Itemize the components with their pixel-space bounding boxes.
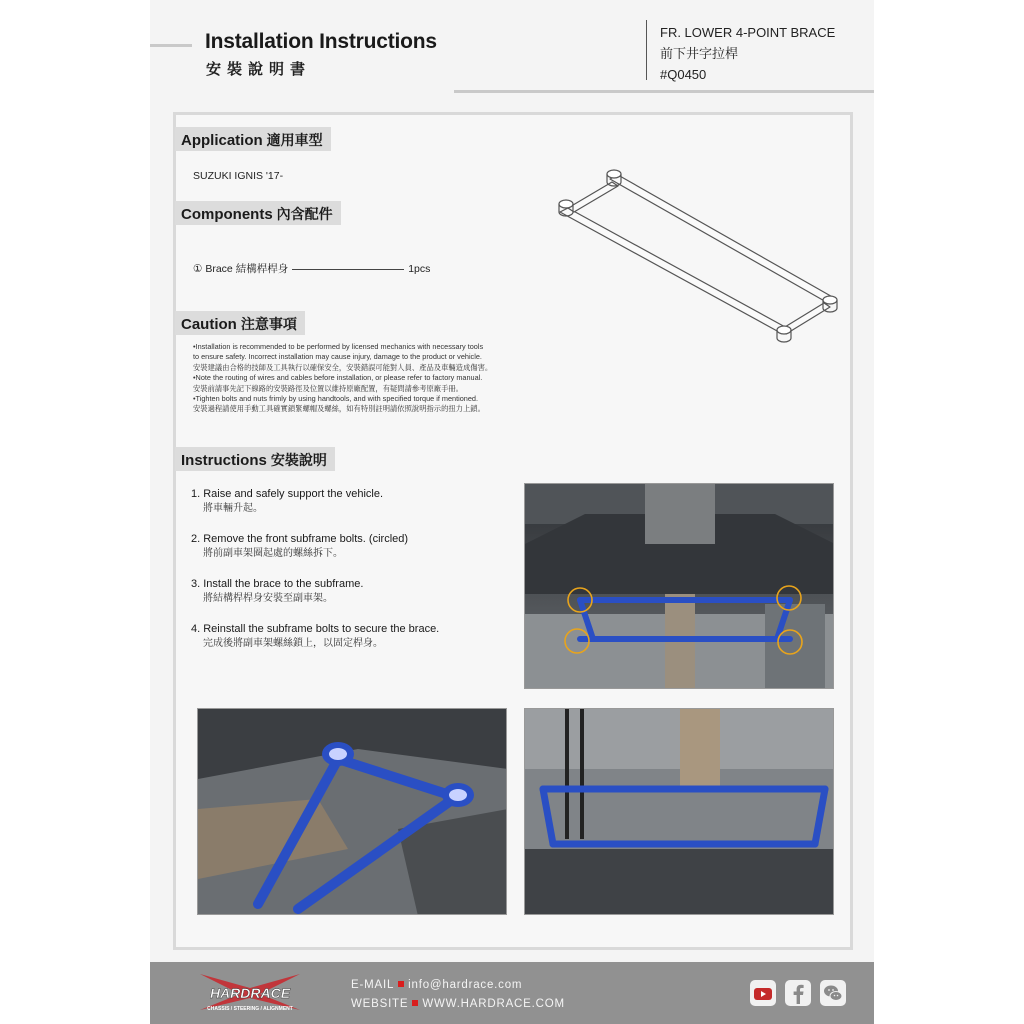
components-label: Components	[181, 206, 273, 223]
instruction-step	[191, 487, 511, 516]
email-label: E-MAIL	[351, 979, 395, 991]
caution-line: 安裝前請事先記下線路的安裝路徑及位置以維持原廠配置，有疑問請參考原廠手冊。	[193, 383, 463, 393]
caution-line: to ensure safety. Incorrect installation may cause injury, damage to the product or vehicle.	[193, 352, 482, 362]
photo-brace-overview	[524, 708, 834, 915]
website-link[interactable]: WWW.HARDRACE.COM	[422, 998, 565, 1010]
page-title: Installation Instructions	[205, 30, 437, 53]
email-link[interactable]: info@hardrace.com	[408, 979, 523, 991]
header-rule-right	[454, 90, 874, 93]
caution-line: 安裝建議由合格的技師及工具執行以確保安全，安裝錯誤可能對人員、產品及車輛造成傷害。	[193, 362, 493, 372]
youtube-icon[interactable]	[750, 980, 776, 1006]
caution-heading	[175, 311, 305, 335]
components-heading	[175, 201, 341, 225]
caution-line: •Installation is recommended to be performed by licensed mechanics with necessary tools	[193, 342, 484, 351]
step-text-zh: 將車輛升起。	[203, 503, 263, 514]
website-label: WEBSITE	[351, 998, 409, 1010]
caution-label-zh: 注意事項	[240, 317, 297, 333]
caution-line: •Tighten bolts and nuts frimly by using handtools, and with specified torque if mentioned.	[193, 394, 478, 404]
caution-label: Caution	[181, 316, 237, 333]
wechat-icon-graphic	[820, 980, 846, 1006]
logo-wordmark: HARDRACE	[209, 985, 291, 1001]
header-divider	[646, 20, 647, 80]
caution-line: 安裝過程請使用手動工具確實鎖緊螺帽及螺絲，如有特別註明請依照說明指示的扭力上鎖。	[193, 404, 485, 414]
hardrace-logo[interactable]	[180, 970, 320, 1014]
logo-tagline: CHASSIS / STEERING / ALIGNMENT	[207, 1006, 293, 1012]
photo-subframe-installed-graphic	[525, 484, 834, 689]
photo-brace-closeup	[197, 708, 507, 915]
component-index: ①	[193, 263, 203, 275]
application-heading	[175, 127, 331, 151]
product-name-en: FR. LOWER 4-POINT BRACE	[660, 25, 836, 40]
step-text-en: 3. Install the brace to the subframe.	[191, 578, 364, 590]
facebook-icon-graphic	[785, 980, 811, 1006]
photo-brace-closeup-graphic	[198, 709, 507, 915]
step-text-en: 1. Raise and safely support the vehicle.	[191, 488, 384, 500]
step-text-zh: 將前副車架圈起處的螺絲拆下。	[203, 548, 343, 559]
application-label-zh: 適用車型	[266, 133, 323, 149]
step-text-en: 4. Reinstall the subframe bolts to secure the brace.	[191, 623, 440, 635]
component-name: Brace 結構桿桿身	[205, 263, 289, 275]
instructions-label-zh: 安裝說明	[270, 453, 327, 469]
instruction-step	[191, 622, 511, 651]
bullet-icon	[398, 981, 404, 987]
vehicle-model: SUZUKI IGNIS '17-	[193, 170, 284, 182]
components-label-zh: 內含配件	[276, 207, 333, 223]
application-label: Application	[181, 132, 263, 149]
instructions-label: Instructions	[181, 452, 267, 469]
email-row	[351, 976, 565, 995]
bullet-icon	[412, 1000, 418, 1006]
instruction-steps	[191, 487, 511, 667]
website-row	[351, 995, 565, 1014]
instruction-step	[191, 532, 511, 561]
page-subtitle: 安裝說明書	[206, 60, 312, 78]
header-rule-left	[150, 44, 192, 47]
component-item	[193, 261, 430, 276]
contact-info	[351, 976, 565, 1014]
wechat-icon[interactable]	[820, 980, 846, 1006]
instructions-heading	[175, 447, 335, 471]
photo-subframe-installed	[524, 483, 834, 689]
product-info	[660, 22, 835, 85]
instruction-step	[191, 577, 511, 606]
step-text-zh: 完成後將副車架螺絲鎖上，以固定桿身。	[203, 638, 383, 649]
facebook-icon[interactable]	[785, 980, 811, 1006]
caution-text	[193, 342, 563, 415]
component-qty: 1pcs	[408, 263, 431, 275]
photo-brace-overview-graphic	[525, 709, 834, 915]
step-text-en: 2. Remove the front subframe bolts. (circled)	[191, 533, 409, 545]
brace-diagram	[552, 160, 846, 350]
product-name-zh: 前下井字拉桿	[660, 46, 739, 61]
caution-line: •Note the routing of wires and cables before installation, or please refer to factory manual.	[193, 373, 483, 383]
step-text-zh: 將結構桿桿身安裝至副車架。	[203, 593, 333, 604]
part-number: #Q0450	[660, 67, 707, 82]
leader-line	[292, 269, 404, 270]
youtube-icon-graphic	[750, 980, 776, 1006]
